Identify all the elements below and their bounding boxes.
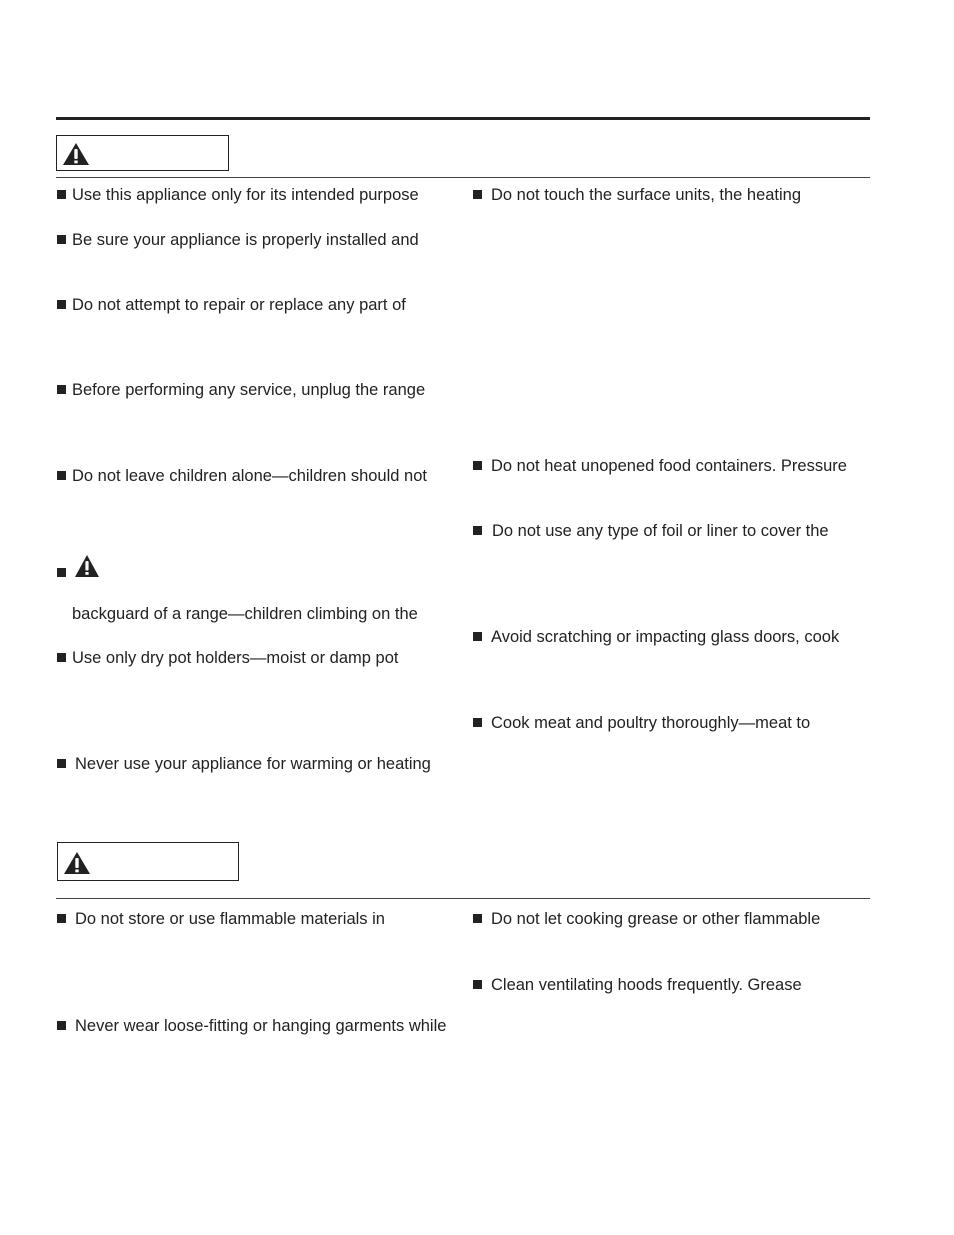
list-item: Do not let cooking grease or other flammable (473, 909, 820, 929)
list-item-continuation: backguard of a range—children climbing on the (72, 605, 418, 623)
list-item-warning (57, 563, 72, 583)
section-divider (56, 177, 870, 178)
bullet-icon (473, 718, 482, 727)
bullet-icon (57, 385, 66, 394)
bullet-icon (57, 1021, 66, 1030)
bullet-icon (57, 759, 66, 768)
bullet-icon (57, 568, 66, 577)
list-item: Avoid scratching or impacting glass doors, cook (473, 627, 839, 647)
bullet-icon (57, 914, 66, 923)
top-rule (56, 117, 870, 120)
bullet-icon (473, 632, 482, 641)
list-item: Do not touch the surface units, the heating (473, 185, 801, 205)
list-item: Do not leave children alone—children should not (57, 466, 427, 486)
list-item: Never wear loose-fitting or hanging garments while (57, 1016, 446, 1036)
warning-header-box (57, 842, 239, 881)
warning-triangle-icon (74, 554, 100, 578)
list-item: Use only dry pot holders—moist or damp pot (57, 648, 398, 668)
warning-triangle-icon (63, 851, 91, 875)
bullet-icon (57, 471, 66, 480)
bullet-icon (57, 300, 66, 309)
list-item: Do not use any type of foil or liner to cover the (473, 521, 829, 541)
list-item: Before performing any service, unplug the range (57, 380, 425, 400)
list-item: Do not attempt to repair or replace any part of (57, 295, 406, 315)
list-item: Cook meat and poultry thoroughly—meat to (473, 713, 810, 733)
list-item: Do not heat unopened food containers. Pressure (473, 456, 847, 476)
list-item: Do not store or use flammable materials in (57, 909, 385, 929)
bullet-icon (473, 190, 482, 199)
list-item: Clean ventilating hoods frequently. Grease (473, 975, 802, 995)
bullet-icon (473, 526, 482, 535)
list-item: Never use your appliance for warming or heating (57, 754, 431, 774)
bullet-icon (473, 461, 482, 470)
warning-header-box (56, 135, 229, 171)
bullet-icon (473, 980, 482, 989)
bullet-icon (473, 914, 482, 923)
bullet-icon (57, 653, 66, 662)
list-item: Be sure your appliance is properly installed and (57, 230, 419, 250)
bullet-icon (57, 235, 66, 244)
list-item: Use this appliance only for its intended purpose (57, 185, 419, 205)
bullet-icon (57, 190, 66, 199)
section-divider (56, 898, 870, 899)
warning-triangle-icon (62, 142, 90, 166)
